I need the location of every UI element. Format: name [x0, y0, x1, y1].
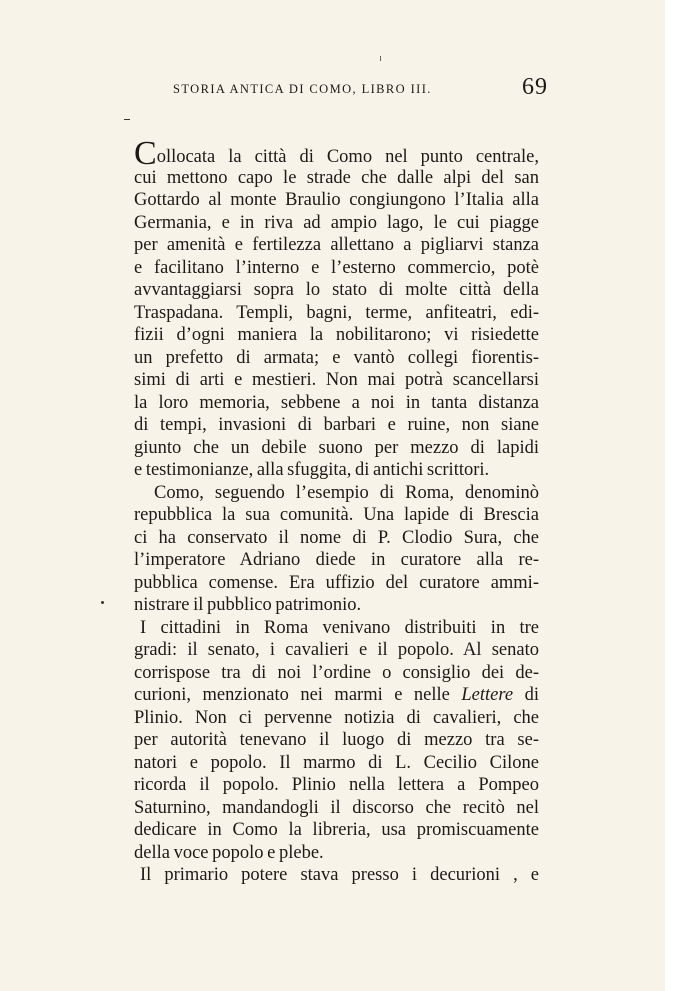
text-line: I cittadini in Roma venivano distribuiti in tre — [140, 617, 539, 638]
text-line: nistrare il pubblico patrimonio. — [134, 595, 362, 615]
text-line: Collocata la città di Como nel punto centrale, — [134, 135, 539, 172]
running-head: STORIA ANTICA DI COMO, LIBRO III. — [173, 82, 432, 96]
text-line: di tempi, invasioni di barbari e ruine, non siane — [134, 415, 539, 435]
page-number: 69 — [522, 74, 548, 100]
text-line: ci ha conservato il nome di P. Clodio Sura, che — [134, 527, 539, 548]
text-line: curioni, menzionato nei marmi e nelle Lettere di — [134, 685, 539, 705]
text-line: un prefetto di armata; e vantò collegi fiorentis- — [134, 347, 539, 368]
margin-mark — [124, 119, 130, 120]
text-line: della voce popolo e plebe. — [134, 842, 324, 863]
drop-cap: C — [134, 135, 157, 172]
text-line: avvantaggiarsi sopra lo stato di molte città della — [134, 280, 539, 300]
text-line: Como, seguendo l’esempio di Roma, denominò — [154, 482, 539, 503]
page-header — [173, 74, 548, 108]
italic-title: Lettere — [461, 685, 514, 705]
text-line: simi di arti e mestieri. Non mai potrà scancellarsi — [134, 370, 539, 390]
text-line: Il primario potere stava presso i decurioni , e — [140, 865, 539, 885]
text-line: cui mettono capo le strade che dalle alpi del san — [134, 167, 539, 188]
text-line: corrispose tra di noi l’ordine o consiglio dei de- — [134, 662, 539, 683]
text-line: Gottardo al monte Braulio congiungono l’Italia alla — [134, 190, 539, 210]
body-text — [134, 135, 539, 887]
text-line: per autorità tenevano il luogo di mezzo tra se- — [134, 730, 539, 750]
text-line: e testimonianze, alla sfuggita, di antichi scrittori. — [134, 460, 490, 480]
text-line: giunto che un debile suono per mezzo di lapidi — [134, 437, 539, 458]
text-line: repubblica la sua comunità. Una lapide di Brescia — [134, 505, 539, 525]
margin-dot — [101, 601, 104, 604]
text-line: per amenità e fertilezza allettano a pigliarvi stanza — [134, 235, 539, 255]
scan-speck — [380, 56, 381, 61]
text-line: Traspadana. Templi, bagni, terme, anfiteatri, edi- — [134, 302, 539, 323]
text-line: pubblica comense. Era uffizio del curatore ammi- — [134, 572, 539, 593]
text-line: fizii d’ogni maniera la nobilitarono; vi risiedette — [134, 325, 539, 345]
text-line: Germania, e in riva ad ampio lago, le cui piagge — [134, 212, 539, 233]
text-line: ricorda il popolo. Plinio nella lettera a Pompeo — [134, 775, 539, 795]
text-line: gradi: il senato, i cavalieri e il popolo. Al senato — [134, 640, 539, 660]
scan-margin — [665, 0, 700, 991]
text-line: e facilitano l’interno e l’esterno commercio, potè — [134, 257, 539, 278]
text-line: la loro memoria, sebbene a noi in tanta distanza — [134, 392, 539, 413]
text-line: Plinio. Non ci pervenne notizia di cavalieri, che — [134, 707, 539, 728]
text-line: dedicare in Como la libreria, usa promiscuamente — [134, 820, 539, 840]
text-line: natori e popolo. Il marmo di L. Cecilio Cilone — [134, 752, 539, 773]
text-line: Saturnino, mandandogli il discorso che recitò nel — [134, 797, 539, 818]
text-line: l’imperatore Adriano diede in curatore alla re- — [134, 550, 539, 570]
